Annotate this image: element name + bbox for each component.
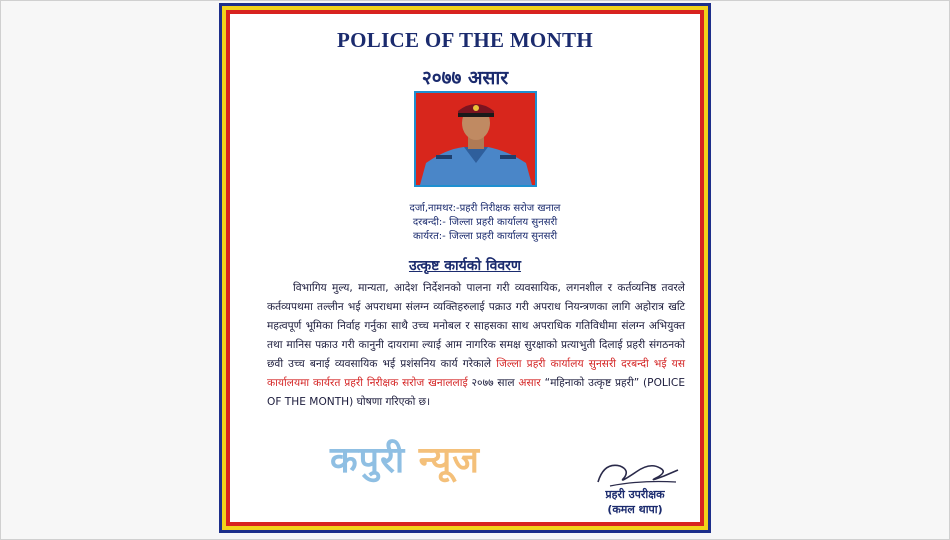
signatory-name: (कमल थापा) bbox=[607, 503, 663, 516]
watermark-right: न्यूज bbox=[418, 440, 480, 481]
paragraph-part-3: “महिनाको उत्कृष्ट प्रहरी” (POLICE OF THE MONTH) घोषणा गरिएको छ। bbox=[267, 377, 686, 408]
working-line: कार्यरत:- जिल्ला प्रहरी कार्यालय सुनसरी bbox=[412, 231, 558, 242]
paragraph-highlight-1: जिल्ला प्रहरी कार्यालय सुनसरी दरबन्दी भई यस कार्यालयमा कार्यरत प्रहरी निरीक्षक सरोज खनाललाई bbox=[267, 358, 685, 389]
paragraph-highlight-2: असार bbox=[518, 377, 541, 389]
poster-content bbox=[230, 14, 700, 522]
paragraph-part-2: २०७७ साल bbox=[471, 377, 515, 389]
section-heading bbox=[230, 256, 700, 275]
officer-portrait-icon bbox=[416, 93, 535, 185]
signature-icon bbox=[590, 452, 685, 492]
poster-title: POLICE OF THE MONTH bbox=[337, 28, 593, 52]
signatory-rank: प्रहरी उपरीक्षक bbox=[605, 488, 665, 501]
poster-subtitle: २०७७ असार bbox=[421, 67, 509, 89]
poster bbox=[219, 3, 711, 533]
watermark-left: कपुरी bbox=[330, 440, 406, 481]
section-heading-text: उत्कृष्ट कार्यको विवरण bbox=[408, 258, 522, 274]
paragraph-part-1: विभागिय मुल्य, मान्यता, आदेश निर्देशनको पालना गरी व्यवसायिक, लगनशील र कर्तव्यनिष्ठ तवरले कर्तव्यपथमा तल्लीन भई अपराधमा संलग्न व्यक्तिहरुलाई पक्राउ गरी अपराध नियन्त्रणका लागि अहोरात्र खटि महत्वपूर्ण भूमिका निर्वाह गर्नुका साथै उच्च मनोबल र साहसका साथ अपराधिक गतिविधीमा संलग्न अभियुक्त तथा मानिस पक्राउ गरी कानुनी दायरामा ल्याई आम नागरिक समक्ष सुरक्षाको प्रत्याभुती दिलाई प्रहरी संगठनको छवी उच्च बनाई व्यवसायिक भई प्रशंसनिय कार्य गरेकाले bbox=[267, 282, 685, 370]
officer-photo bbox=[414, 91, 537, 187]
description-paragraph bbox=[267, 279, 685, 412]
rank-name-line: दर्जा,नामथर:-प्रहरी निरीक्षक सरोज खनाल bbox=[409, 203, 561, 214]
watermark bbox=[330, 434, 480, 483]
posting-line: दरबन्दी:- जिल्ला प्रहरी कार्यालय सुनसरी bbox=[412, 217, 558, 228]
